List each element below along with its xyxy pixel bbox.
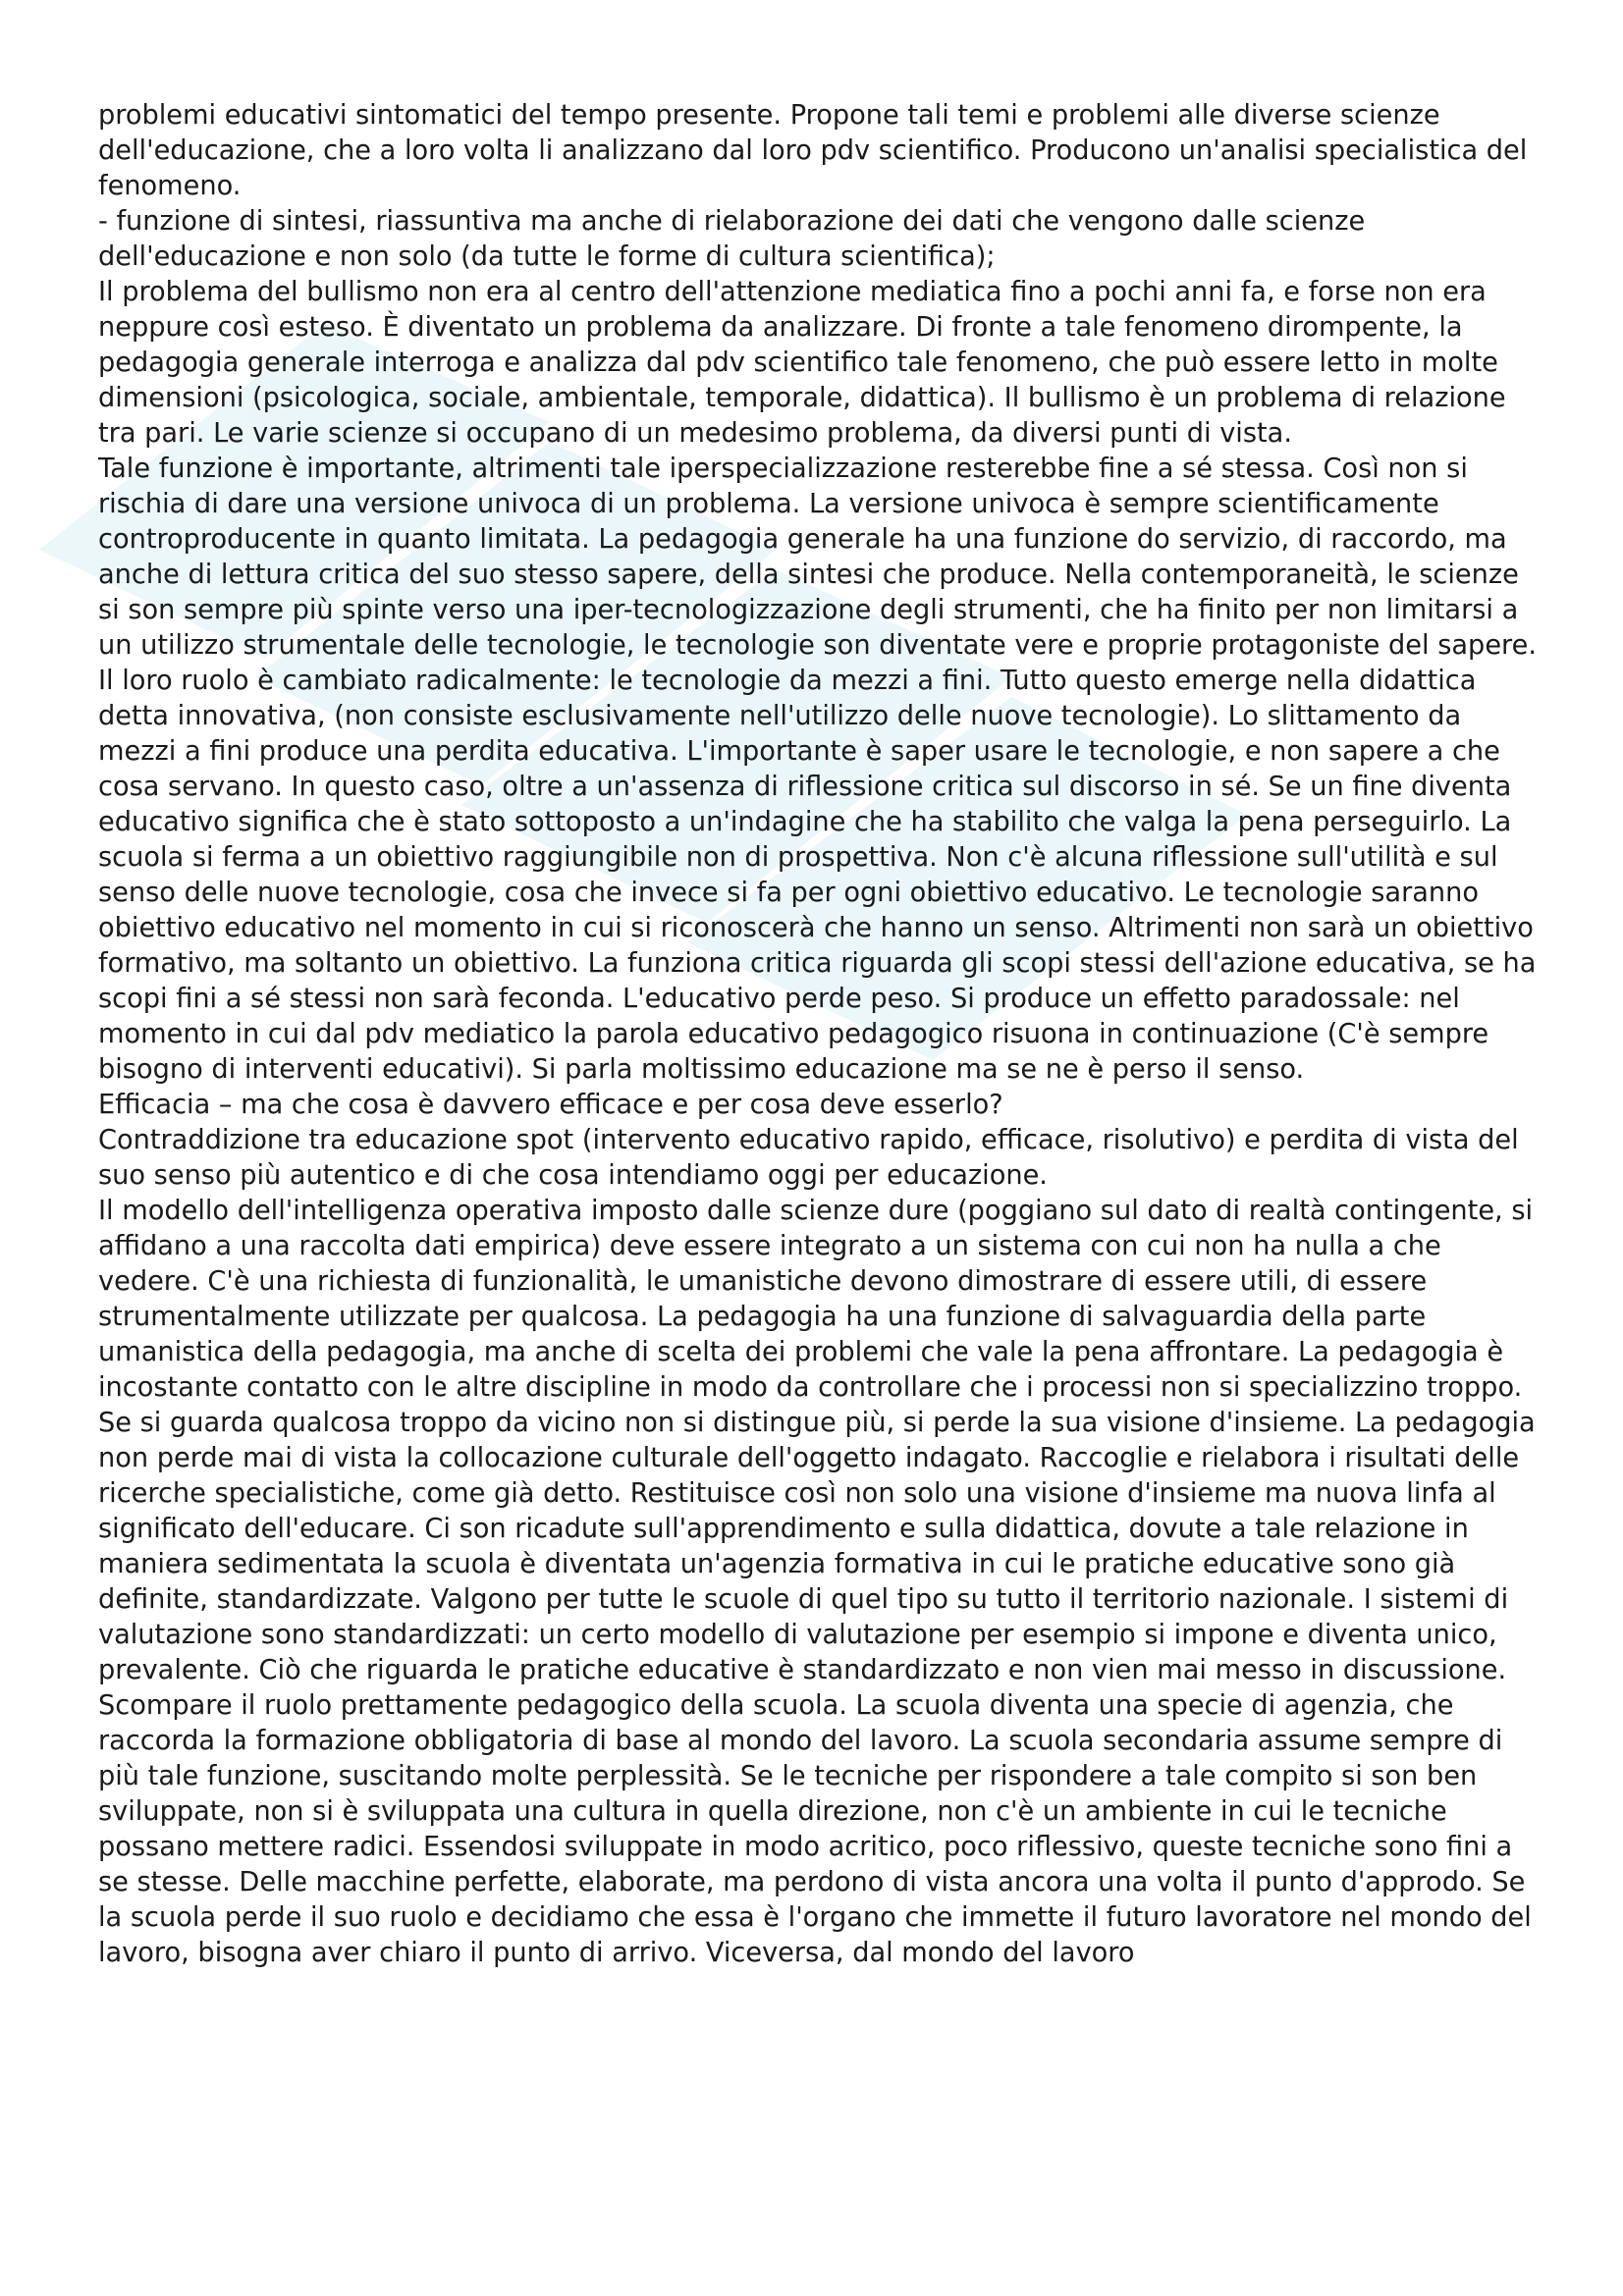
- document-body: [98, 98, 1542, 1971]
- paragraph: Tale funzione è importante, altrimenti tale iperspecializzazione resterebbe fine a sé stessa. Così non si rischia di dare una versione univoca di un problema. La versione univoca è sempre scientificamente controproducente in quanto limitata. La pedagogia generale ha una funzione do servizio, di raccordo, ma anche di lettura critica del suo stesso sapere, della sintesi che produce. Nella contemporaneità, le scienze si son sempre più spinte verso una iper-tecnologizzazione degli strumenti, che ha finito per non limitarsi a un utilizzo strumentale delle tecnologie, le tecnologie son diventate vere e proprie protagoniste del sapere. Il loro ruolo è cambiato radicalmente: le tecnologie da mezzi a fini. Tutto questo emerge nella didattica detta innovativa, (non consiste esclusivamente nell'utilizzo delle nuove tecnologie). Lo slittamento da mezzi a fini produce una perdita educativa. L'importante è saper usare le tecnologie, e non sapere a che cosa servano. In questo caso, oltre a un'assenza di riflessione critica sul discorso in sé. Se un fine diventa educativo significa che è stato sottoposto a un'indagine che ha stabilito che valga la pena perseguirlo. La scuola si ferma a un obiettivo raggiungibile non di prospettiva. Non c'è alcuna riflessione sull'utilità e sul senso delle nuove tecnologie, cosa che invece si fa per ogni obiettivo educativo. Le tecnologie saranno obiettivo educativo nel momento in cui si riconoscerà che hanno un senso. Altrimenti non sarà un obiettivo formativo, ma soltanto un obiettivo. La funziona critica riguarda gli scopi stessi dell'azione educativa, se ha scopi fini a sé stessi non sarà feconda. L'educativo perde peso. Si produce un effetto paradossale: nel momento in cui dal pdv mediatico la parola educativo pedagogico risuona in continuazione (C'è sempre bisogno di interventi educativi). Si parla moltissimo educazione ma se ne è perso il senso.: [98, 454, 1537, 1085]
- paragraph: Se si guarda qualcosa troppo da vicino non si distingue più, si perde la sua visione d'insieme. La pedagogia non perde mai di vista la collocazione culturale dell'oggetto indagato. Raccoglie e rielabora i risultati delle ricerche specialistiche, come già detto. Restituisce così non solo una visione d'insieme ma nuova linfa al significato dell'educare. Ci son ricadute sull'apprendimento e sulla didattica, dovute a tale relazione in maniera sedimentata la scuola è diventata un'agenzia formativa in cui le pratiche educative sono già definite, standardizzate. Valgono per tutte le scuole di quel tipo su tutto il territorio nazionale. I sistemi di valutazione sono standardizzati: un certo modello di valutazione per esempio si impone e diventa unico, prevalente. Ciò che riguarda le pratiche educative è standardizzato e non vien mai messo in discussione. Scompare il ruolo prettamente pedagogico della scuola. La scuola diventa una specie di agenzia, che raccorda la formazione obbligatoria di base al mondo del lavoro. La scuola secondaria assume sempre di più tale funzione, suscitando molte perplessità. Se le tecniche per rispondere a tale compito si son ben sviluppate, non si è sviluppata una cultura in quella direzione, non c'è un ambiente in cui le tecniche possano mettere radici. Essendosi sviluppate in modo acritico, poco riflessivo, queste tecniche sono fini a se stesse. Delle macchine perfette, elaborate, ma perdono di vista ancora una volta il punto d'approdo. Se la scuola perde il suo ruolo e decidiamo che essa è l'organo che immette il futuro lavoratore nel mondo del lavoro, bisogna aver chiaro il punto di arrivo. Viceversa, dal mondo del lavoro: [98, 1408, 1536, 1968]
- paragraph: Contraddizione tra educazione spot (intervento educativo rapido, efficace, risolutivo) e perdita di vista del suo senso più autentico e di che cosa intendiamo oggi per educazione.: [98, 1125, 1519, 1191]
- paragraph: - funzione di sintesi, riassuntiva ma anche di rielaborazione dei dati che vengono dalle scienze dell'educazione e non solo (da tutte le forme di cultura scientifica);: [98, 206, 1366, 272]
- paragraph: Efficacia – ma che cosa è davvero efficace e per cosa deve esserlo?: [98, 1090, 1003, 1120]
- paragraph: Il problema del bullismo non era al centro dell'attenzione mediatica fino a pochi anni fa, e forse non era neppure così esteso. È diventato un problema da analizzare. Di fronte a tale fenomeno dirompente, la pedagogia generale interroga e analizza dal pdv scientifico tale fenomeno, che può essere letto in molte dimensioni (psicologica, sociale, ambientale, temporale, didattica). Il bullismo è un problema di relazione tra pari. Le varie scienze si occupano di un medesimo problema, da diversi punti di vista.: [98, 277, 1506, 449]
- paragraph: problemi educativi sintomatici del tempo presente. Propone tali temi e problemi alle diverse scienze dell'educazione, che a loro volta li analizzano dal loro pdv scientifico. Producono un'analisi specialistica del fenomeno.: [98, 100, 1528, 201]
- paragraph: Il modello dell'intelligenza operativa imposto dalle scienze dure (poggiano sul dato di realtà contingente, si affidano a una raccolta dati empirica) deve essere integrato a un sistema con cui non ha nulla a che vedere. C'è una richiesta di funzionalità, le umanistiche devono dimostrare di essere utili, di essere strumentalmente utilizzate per qualcosa. La pedagogia ha una funzione di salvaguardia della parte umanistica della pedagogia, ma anche di scelta dei problemi che vale la pena affrontare. La pedagogia è incostante contatto con le altre discipline in modo da controllare che i processi non si specializzino troppo.: [98, 1196, 1534, 1403]
